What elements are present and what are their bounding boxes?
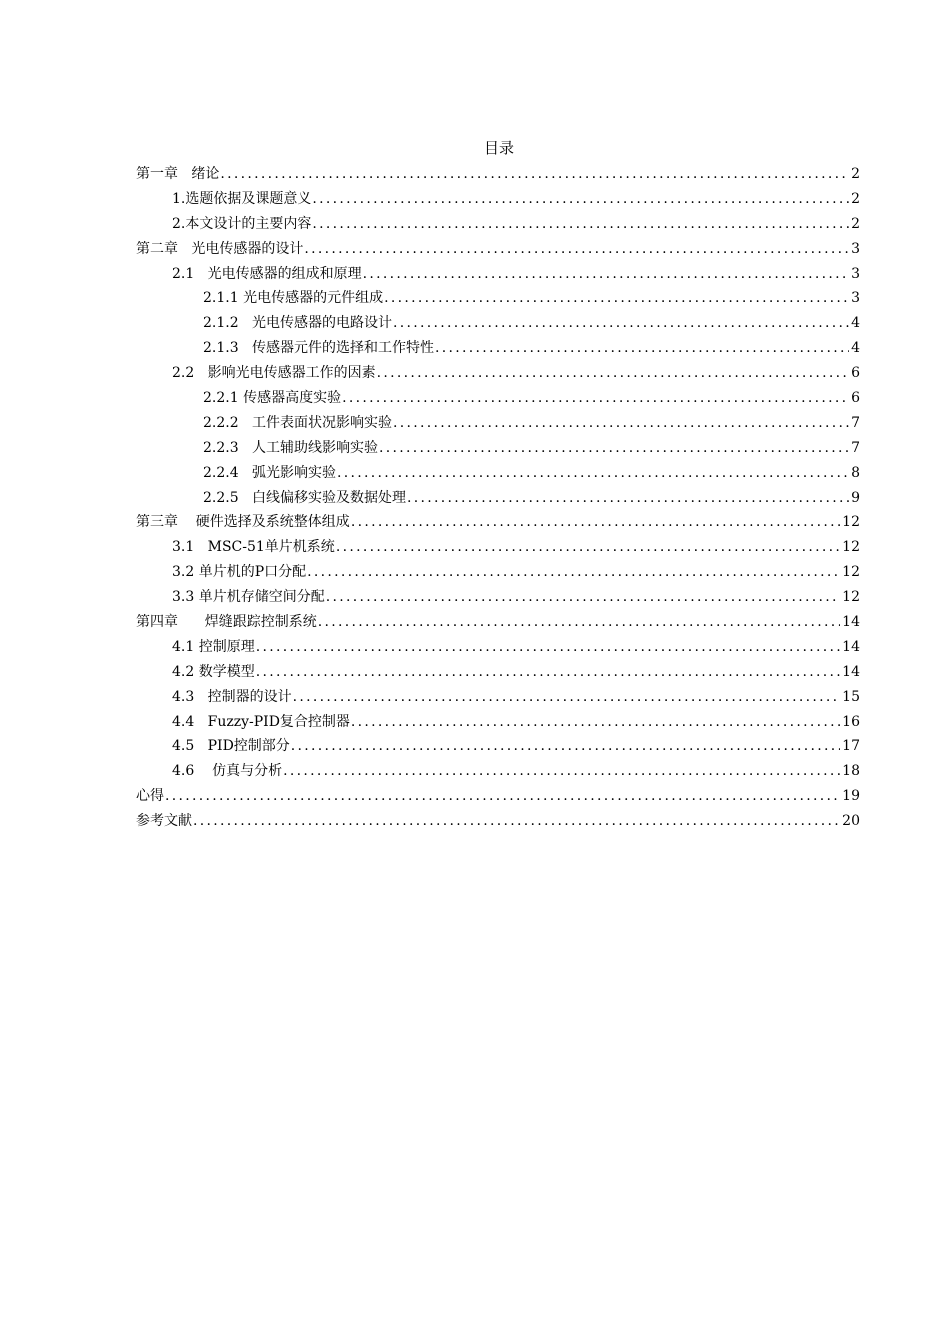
toc-entry[interactable] (136, 461, 860, 486)
toc-entry[interactable] (136, 710, 860, 735)
toc-entry[interactable] (136, 510, 860, 535)
toc-entry-page-number: 15 (842, 688, 860, 705)
toc-dot-leader (318, 610, 840, 635)
toc-entry[interactable] (136, 660, 860, 685)
toc-entry[interactable] (136, 361, 860, 386)
toc-entry-page-number: 2 (851, 190, 860, 207)
toc-dot-leader (304, 237, 849, 262)
toc-entry-page-number: 16 (842, 713, 860, 730)
toc-entry[interactable] (136, 685, 860, 710)
toc-entry[interactable] (136, 486, 860, 511)
toc-entry[interactable] (136, 560, 860, 585)
toc-entry[interactable] (136, 386, 860, 411)
toc-entry-page-number: 3 (851, 290, 860, 307)
toc-entry-page-number: 3 (851, 240, 860, 257)
toc-entry-title: 第四章 焊缝跟踪控制系统 (136, 614, 317, 631)
toc-entry-page-number: 9 (851, 489, 860, 506)
toc-entry[interactable] (136, 759, 860, 784)
toc-entry-title: 1.选题依据及课题意义 (172, 190, 312, 207)
toc-title: 目录 (483, 139, 514, 157)
toc-entry-title: 4.6 仿真与分析 (172, 763, 283, 780)
toc-dot-leader (291, 734, 840, 759)
toc-dot-leader (435, 336, 849, 361)
toc-entry[interactable] (136, 237, 860, 262)
toc-dot-leader (307, 560, 840, 585)
toc-entry-page-number: 2 (851, 166, 860, 182)
toc-entry-title: 2.2.5 白线偏移实验及数据处理 (203, 489, 406, 506)
toc-entry-page-number: 2 (851, 215, 860, 232)
toc-entry-page-number: 4 (851, 340, 860, 357)
toc-entry[interactable] (136, 212, 860, 237)
table-of-contents (136, 162, 860, 834)
toc-entry-title: 3.3 单片机存储空间分配 (172, 589, 325, 606)
toc-entry-title: 4.1 控制原理 (172, 638, 255, 655)
toc-dot-leader (351, 510, 840, 535)
toc-entry-title: 参考文献 (136, 813, 192, 830)
toc-entry-page-number: 6 (851, 365, 860, 382)
toc-dot-leader (337, 461, 849, 486)
toc-entry[interactable] (136, 286, 860, 311)
toc-entry-title: 2.1.1 光电传感器的元件组成 (203, 290, 384, 307)
toc-dot-leader (326, 585, 840, 610)
toc-entry-title: 4.4 Fuzzy-PID复合控制器 (172, 713, 350, 730)
toc-entry[interactable] (136, 585, 860, 610)
toc-entry-page-number: 7 (851, 439, 860, 456)
toc-dot-leader (351, 710, 840, 735)
toc-entry-title: 2.本文设计的主要内容 (172, 215, 312, 232)
toc-dot-leader (220, 162, 849, 187)
toc-entry[interactable] (136, 411, 860, 436)
toc-entry-page-number: 7 (851, 414, 860, 431)
toc-entry[interactable] (136, 809, 860, 834)
toc-dot-leader (384, 286, 849, 311)
toc-entry-page-number: 12 (842, 589, 860, 606)
toc-entry-page-number: 6 (851, 390, 860, 407)
toc-entry[interactable] (136, 162, 860, 187)
toc-dot-leader (363, 262, 849, 287)
toc-dot-leader (393, 311, 849, 336)
toc-entry[interactable] (136, 262, 860, 287)
toc-entry[interactable] (136, 311, 860, 336)
toc-entry-title: 4.5 PID控制部分 (172, 738, 290, 755)
toc-entry-page-number: 4 (851, 315, 860, 332)
toc-dot-leader (407, 486, 849, 511)
toc-entry-page-number: 17 (842, 738, 860, 755)
toc-dot-leader (165, 784, 840, 809)
toc-dot-leader (336, 535, 840, 560)
toc-entry[interactable] (136, 610, 860, 635)
toc-dot-leader (312, 212, 849, 237)
toc-entry-title: 4.3 控制器的设计 (172, 688, 292, 705)
toc-entry-page-number: 18 (842, 763, 860, 780)
toc-dot-leader (283, 759, 840, 784)
toc-entry-title: 2.2.3 人工辅助线影响实验 (203, 439, 378, 456)
toc-entry-title: 3.2 单片机的P口分配 (172, 564, 307, 581)
toc-dot-leader (379, 436, 849, 461)
toc-entry[interactable] (136, 436, 860, 461)
toc-dot-leader (293, 685, 841, 710)
toc-entry-title: 2.1.2 光电传感器的电路设计 (203, 315, 392, 332)
toc-entry-title: 第二章 光电传感器的设计 (136, 240, 304, 257)
toc-entry-page-number: 3 (851, 265, 860, 282)
toc-entry[interactable] (136, 635, 860, 660)
toc-entry-title: 2.2.4 弧光影响实验 (203, 464, 336, 481)
toc-entry-title: 心得 (136, 788, 164, 805)
toc-entry-page-number: 8 (851, 464, 860, 481)
toc-entry-title: 4.2 数学模型 (172, 663, 255, 680)
toc-dot-leader (193, 809, 840, 834)
toc-entry-page-number: 12 (842, 539, 860, 556)
toc-entry-title: 第一章 绪论 (136, 166, 220, 182)
toc-entry[interactable] (136, 187, 860, 212)
toc-entry-title: 2.2 影响光电传感器工作的因素 (172, 365, 376, 382)
toc-dot-leader (256, 660, 840, 685)
toc-dot-leader (377, 361, 849, 386)
toc-entry-page-number: 14 (842, 638, 860, 655)
toc-entry[interactable] (136, 336, 860, 361)
toc-entry-page-number: 14 (842, 663, 860, 680)
toc-entry-title: 2.2.2 工件表面状况影响实验 (203, 414, 392, 431)
toc-dot-leader (312, 187, 849, 212)
toc-dot-leader (393, 411, 849, 436)
toc-entry-title: 2.1 光电传感器的组成和原理 (172, 265, 362, 282)
toc-entry-page-number: 20 (842, 813, 860, 830)
toc-entry-title: 2.1.3 传感器元件的选择和工作特性 (203, 340, 434, 357)
toc-entry-title: 第三章 硬件选择及系统整体组成 (136, 514, 350, 531)
toc-entry-page-number: 12 (842, 564, 860, 581)
toc-entry-title: 3.1 MSC-51单片机系统 (172, 539, 335, 556)
toc-entry[interactable] (136, 535, 860, 560)
toc-dot-leader (256, 635, 840, 660)
toc-dot-leader (342, 386, 849, 411)
toc-entry-page-number: 12 (842, 514, 860, 531)
toc-entry-page-number: 14 (842, 614, 860, 631)
toc-entry-page-number: 19 (842, 788, 860, 805)
toc-entry-title: 2.2.1 传感器高度实验 (203, 390, 342, 407)
toc-entry[interactable] (136, 734, 860, 759)
toc-entry[interactable] (136, 784, 860, 809)
